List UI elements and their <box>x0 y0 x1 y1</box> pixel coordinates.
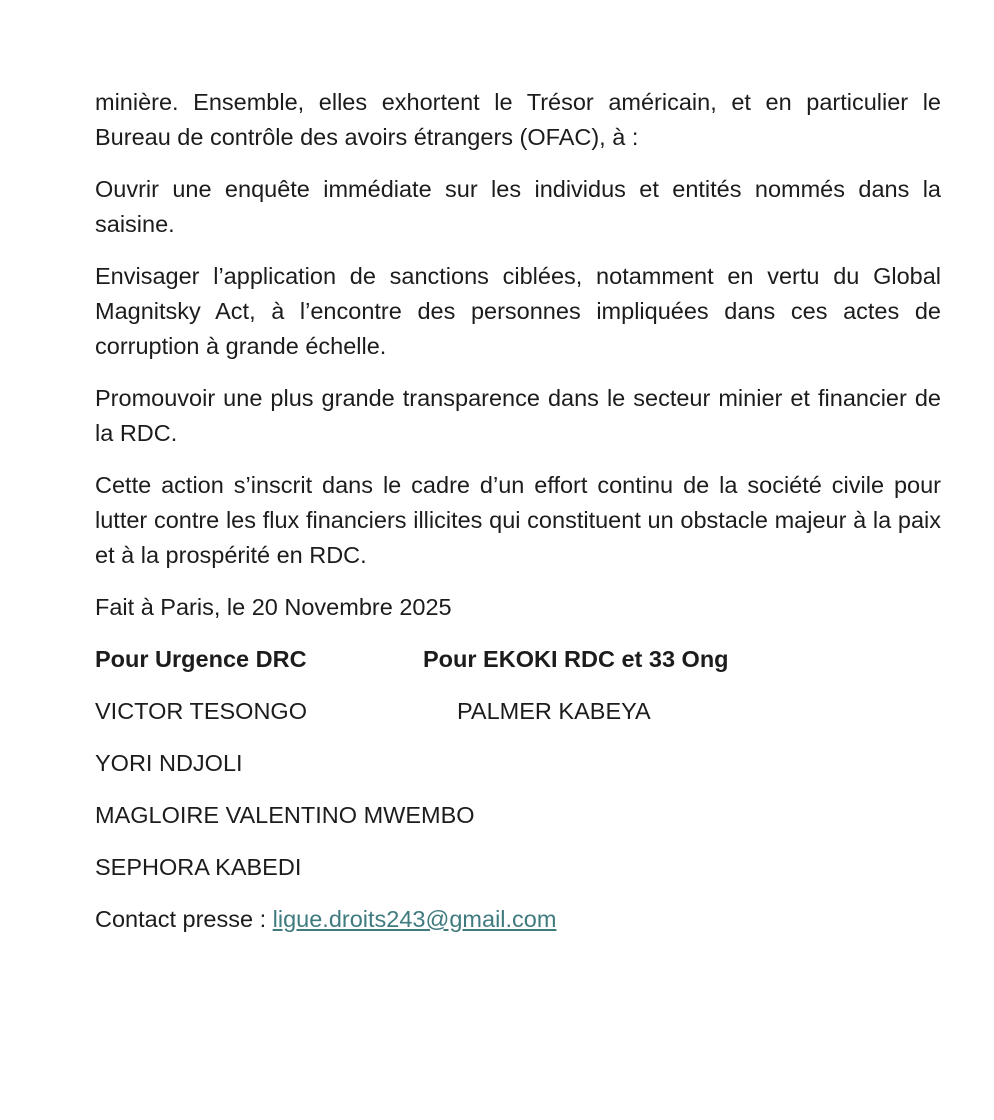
press-contact-email-link[interactable]: ligue.droits243@gmail.com <box>272 906 557 932</box>
signatory-row <box>95 694 941 746</box>
left-signatory-name: YORI NDJOLI <box>95 750 243 776</box>
left-signatory-heading: Pour Urgence DRC <box>95 646 307 672</box>
signatory-row <box>95 798 941 850</box>
document-page <box>95 85 941 937</box>
right-signatory-name: PALMER KABEYA <box>457 698 651 724</box>
left-signatory-name: SEPHORA KABEDI <box>95 854 302 880</box>
press-contact-label: Contact presse : <box>95 906 273 932</box>
signatory-headings <box>95 642 941 694</box>
paragraph-civil-society: Cette action s’inscrit dans le cadre d’un effort continu de la société civile pour lutter contre les flux financiers illicites qui constituent un obstacle majeur à la paix et à la prospérité en RDC. <box>95 472 941 568</box>
signatory-row <box>95 850 941 902</box>
paragraph-sanctions: Envisager l’application de sanctions ciblées, notamment en vertu du Global Magnitsky Act, à l’encontre des personnes impliquées dans ces actes de corruption à grande échelle. <box>95 263 941 359</box>
paragraph-transparency: Promouvoir une plus grande transparence dans le secteur minier et financier de la RDC. <box>95 385 941 446</box>
press-contact <box>95 902 941 937</box>
right-signatory-heading: Pour EKOKI RDC et 33 Ong <box>423 646 729 672</box>
signatory-row <box>95 746 941 798</box>
date-line: Fait à Paris, le 20 Novembre 2025 <box>95 594 452 620</box>
paragraph-ofac-request: minière. Ensemble, elles exhortent le Trésor américain, et en particulier le Bureau de contrôle des avoirs étrangers (OFAC), à : <box>95 89 941 150</box>
paragraph-investigation: Ouvrir une enquête immédiate sur les individus et entités nommés dans la saisine. <box>95 176 941 237</box>
left-signatory-name: VICTOR TESONGO <box>95 698 307 724</box>
left-signatory-name: MAGLOIRE VALENTINO MWEMBO <box>95 802 475 828</box>
